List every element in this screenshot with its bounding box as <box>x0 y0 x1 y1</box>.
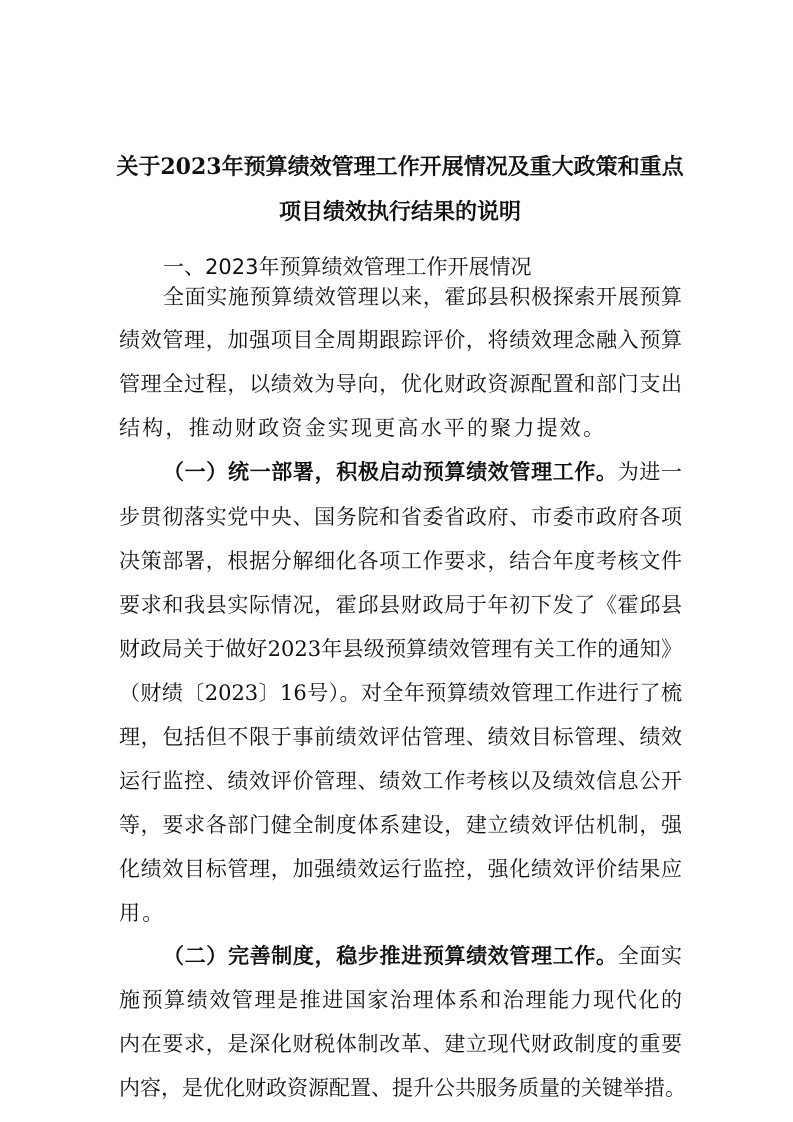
paragraph-text: 全面实 <box>617 944 683 968</box>
paragraph-line: 结构，推动财政资金实现更高水平的聚力提效。 <box>119 416 607 440</box>
paragraph-line: 全面实施预算绩效管理以来，霍邱县积极探索开展预算 <box>163 285 682 309</box>
paragraph-line <box>163 941 682 971</box>
paragraph-line: 步贯彻落实党中央、国务院和省委省政府、市委市政府各项 <box>119 505 682 529</box>
document-title-line-1: 关于2023年预算绩效管理工作开展情况及重大政策和重点 <box>116 154 684 180</box>
paragraph-line: 内容，是优化财政资源配置、提升公共服务质量的关键举措。 <box>119 1076 686 1100</box>
subsection-heading: （一）统一部署，积极启动预算绩效管理工作。 <box>163 459 618 484</box>
section-heading: 一、2023年预算绩效管理工作开展情况 <box>163 255 532 279</box>
paragraph-line: 施预算绩效管理是推进国家治理体系和治理能力现代化的 <box>119 988 682 1012</box>
document-title-line-2: 项目绩效执行结果的说明 <box>278 199 521 225</box>
paragraph-line: 等，要求各部门健全制度体系建设，建立绩效评估机制，强 <box>119 813 682 837</box>
paragraph-line: 要求和我县实际情况，霍邱县财政局于年初下发了《霍邱县 <box>119 593 682 617</box>
paragraph-line: （财绩〔2023〕16号）。对全年预算绩效管理工作进行了梳 <box>119 681 682 705</box>
paragraph-line: 用。 <box>119 901 166 925</box>
paragraph-line: 化绩效目标管理，加强绩效运行监控，强化绩效评价结果应 <box>119 857 682 881</box>
paragraph-line: 财政局关于做好2023年县级预算绩效管理有关工作的通知》 <box>119 637 682 661</box>
paragraph-line: 决策部署，根据分解细化各项工作要求，结合年度考核文件 <box>119 549 682 573</box>
paragraph-line: 内在要求，是深化财税体制改革、建立现代财政制度的重要 <box>119 1032 682 1056</box>
paragraph-text: 为进一 <box>617 460 683 484</box>
paragraph-line: 绩效管理，加强项目全周期跟踪评价，将绩效理念融入预算 <box>119 328 682 352</box>
subsection-heading: （二）完善制度，稳步推进预算绩效管理工作。 <box>163 943 618 968</box>
paragraph-line: 运行监控、绩效评价管理、绩效工作考核以及绩效信息公开 <box>119 769 682 793</box>
paragraph-line: 管理全过程，以绩效为导向，优化财政资源配置和部门支出 <box>119 372 682 396</box>
paragraph-line <box>163 457 682 487</box>
paragraph-line: 理，包括但不限于事前绩效评估管理、绩效目标管理、绩效 <box>119 725 682 749</box>
